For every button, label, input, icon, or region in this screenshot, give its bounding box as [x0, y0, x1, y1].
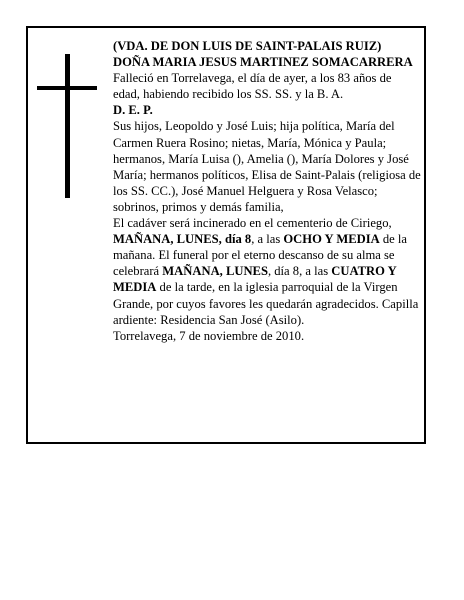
cremation-post: de la mañana. El funeral por el eterno descanso de su alma se celebrará	[113, 232, 407, 279]
cremation-day: MAÑANA, LUNES, día 8	[113, 232, 252, 247]
service-text	[113, 215, 421, 328]
cross-vertical-bar	[65, 54, 70, 198]
deceased-name: DOÑA MARIA JESUS MARTINEZ SOMACARRERA	[113, 55, 413, 70]
cremation-time: OCHO Y MEDIA	[283, 232, 380, 247]
place-date: Torrelavega, 7 de noviembre de 2010.	[113, 328, 305, 343]
widow-line: (VDA. DE DON LUIS DE SAINT-PALAIS RUIZ)	[113, 39, 382, 53]
funeral-mid: , día 8, a las	[267, 264, 329, 279]
cross-horizontal-bar	[37, 86, 97, 90]
funeral-time: CUATRO Y MEDIA	[113, 264, 397, 295]
cremation-mid: , a las	[251, 232, 281, 247]
funeral-day: MAÑANA, LUNES	[162, 264, 268, 279]
death-text: Falleció en Torrelavega, el día de ayer, a los 83 años de edad, habiendo recibido los SS. SS. y la B. A.	[113, 71, 392, 102]
funeral-post: de la tarde, en la iglesia parroquial de la Virgen Grande, por cuyos favores les quedarán agradecidos. Capilla ardiente: Residencia San José (Asilo).	[113, 280, 419, 327]
family-text: Sus hijos, Leopoldo y José Luis; hija política, María del Carmen Ruera Rosino; nietas, María, Mónica y Paula; hermanos, María Luisa (), Amelia (), María Dolores y José María; hermanos políticos, Elisa de Saint-Palais (religiosa de los SS. CC.), José Manuel Helguera y Rosa Velasco; sobrinos, primos y demás familia,	[113, 119, 421, 214]
dep-line: D. E. P.	[113, 103, 153, 118]
cross-icon	[37, 54, 97, 198]
obituary-text	[113, 38, 421, 344]
cremation-pre: El cadáver será incinerado en el cementerio de Ciriego,	[113, 216, 392, 231]
